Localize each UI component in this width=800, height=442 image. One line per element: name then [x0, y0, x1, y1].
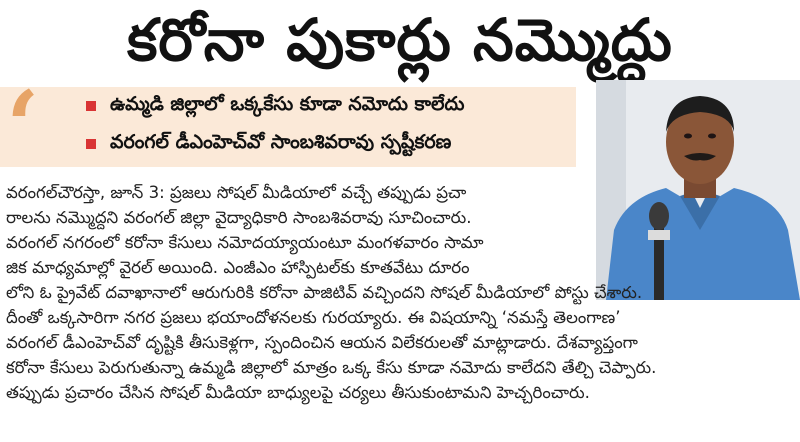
body-text-line: వరంగల్‌చౌరస్తా, జూన్ 3: ప్రజలు సోషల్ మీడియాలో వచ్చే తప్పుడు ప్రచా [6, 183, 467, 202]
bullet-square-icon [86, 101, 96, 111]
highlight-text: ఉమ్మడి జిల్లాలో ఒక్కకేసు కూడా నమోదు కాలేదు [110, 92, 465, 115]
body-text-line: తప్పుడు ప్రచారం చేసిన సోషల్ మీడియా బాధ్యులపై చర్యలు తీసుకుంటామని హెచ్చరించారు. [6, 383, 590, 402]
highlight-point [86, 91, 464, 121]
highlight-text: వరంగల్ డీఎంహెచ్‌వో సాంబశివరావు స్పష్టీకరణ [110, 130, 452, 153]
body-text-line: దీంతో ఒక్కసారిగా నగర ప్రజలు భయాందోళనలకు గురయ్యారు. ఈ విషయాన్ని ‘నమస్తే తెలంగాణ’ [6, 308, 621, 327]
highlight-point [86, 129, 451, 159]
body-text-line: లోని ఓ ప్రైవేట్ దవాఖానాలో ఆరుగురికి కరోనా పాజిటివ్ వచ్చిందని సోషల్ మీడియాలో పోస్టు చేశారు. [6, 283, 643, 302]
bullet-square-icon [86, 139, 96, 149]
headline: కరోనా పుకార్లు నమ్మొద్దు [127, 6, 673, 74]
official-photo [596, 80, 800, 300]
body-text-line: రాలను నమ్మొద్దని వరంగల్ జిల్లా వైద్యాధికారి సాంబశివరావు సూచించారు. [6, 208, 472, 227]
quote-mark-icon: ‘ [6, 70, 40, 183]
body-text-line: జిక మాధ్యమాల్లో వైరల్ అయింది. ఎంజీఎం హాస్పిటల్‌కు కూతవేటు దూరం [6, 258, 470, 277]
highlights-box [0, 70, 576, 183]
body-text-line: కరోనా కేసులు పెరుగుతున్నా ఉమ్మడి జిల్లాలో మాత్రం ఒక్క కేసు కూడా నమోదు కాలేదని తేల్చి చెప్పారు. [6, 358, 657, 377]
body-text-line: వరంగల్ డీఎంహెచ్‌వో దృష్టికి తీసుకెళ్లగా, స్పందించిన ఆయన విలేకరులతో మాట్లాడారు. దేశవ్యాప్తంగా [6, 333, 638, 352]
body-text-line: వరంగల్ నగరంలో కరోనా కేసులు నమోదయ్యాయంటూ మంగళవారం సామా [6, 233, 484, 252]
